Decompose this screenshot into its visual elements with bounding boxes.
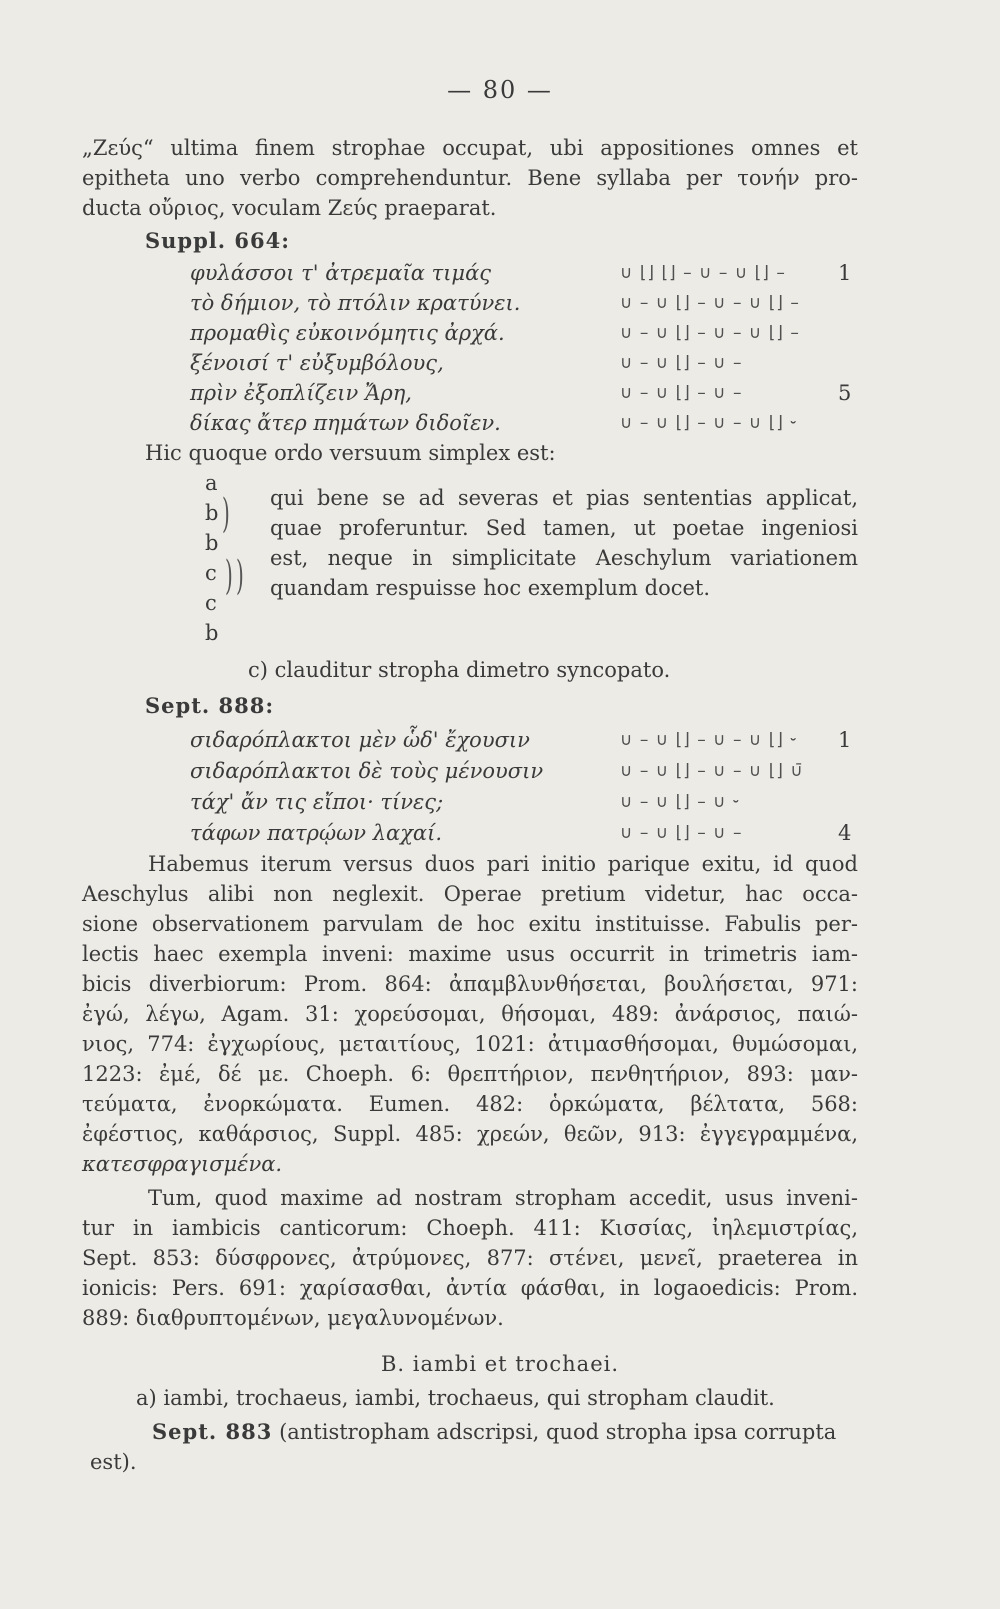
intro-line-3: ducta οὔριος, voculam Ζεύς praeparat. (82, 196, 497, 220)
meter-scheme: ∪ – ∪ ⌊⌋ – ∪ – (620, 353, 743, 373)
scheme-letter: b (205, 501, 219, 525)
meter-scheme: ∪ – ∪ ⌊⌋ – ∪ ⏑ (620, 792, 740, 812)
scheme-text-line: est, neque in simplicitate Aeschylum variationem (270, 546, 858, 570)
sept-label: Sept. 888: (145, 693, 275, 718)
verse-text: προμαθὶς εὐκοινόμητις ἀρχά. (190, 321, 505, 345)
clauditur-line: c) clauditur stropha dimetro syncopato. (248, 658, 671, 682)
scheme-text-line: qui bene se ad severas et pias sententias applicat, (270, 486, 858, 510)
bracket-c: ) (225, 553, 233, 599)
meter-scheme: ∪ – ∪ ⌊⌋ – ∪ – (620, 823, 743, 843)
body-line: ionicis: Pers. 691: χαρίσασθαι, ἀντία φάσθαι, in logaoedicis: Prom. (82, 1276, 858, 1300)
verse-text: τὸ δήμιον, τὸ πτόλιν κρατύνει. (190, 291, 521, 315)
scheme-letter: c (205, 561, 217, 585)
hic-line: Hic quoque ordo versuum simplex est: (145, 441, 556, 465)
intro-line-2: epitheta uno verbo comprehenduntur. Bene syllaba per τονήν pro- (82, 166, 858, 190)
meter-scheme: ∪ – ∪ ⌊⌋ – ∪ – ∪ ⌊⌋ – (620, 293, 800, 313)
meter-scheme: ∪ – ∪ ⌊⌋ – ∪ – ∪ ⌊⌋ ∪̄ (620, 761, 804, 781)
last-text: (antistropham adscripsi, quod stropha ipsa corrupta (279, 1420, 837, 1444)
verse-text: φυλάσσοι τ' ἀτρεμαῖα τιμάς (190, 261, 492, 285)
verse-text: σιδαρόπλακτοι δὲ τοὺς μένουσιν (190, 759, 544, 783)
body-line: Sept. 853: δύσφρονες, ἀτρύμονες, 877: στένει, μενεῖ, praeterea in (82, 1246, 858, 1270)
verse-number: 4 (838, 821, 852, 845)
scheme-letter: b (205, 621, 219, 645)
meter-scheme: ∪ – ∪ ⌊⌋ – ∪ – ∪ ⌊⌋ ⏑ (620, 730, 798, 750)
verse-text: πρὶν ἐξοπλίζειν Ἄρη, (190, 381, 412, 405)
sept-883-label: Sept. 883 (152, 1419, 273, 1444)
meter-scheme: ∪ – ∪ ⌊⌋ – ∪ – ∪ ⌊⌋ – (620, 323, 800, 343)
scheme-letter: b (205, 531, 219, 555)
body-line: sione observationem parvulam de hoc exitu instituisse. Fabulis per- (82, 912, 858, 936)
body-line: ἐφέστιος, καθάρσιος, Suppl. 485: χρεών, θεῶν, 913: ἐγγεγραμμένα, (82, 1122, 858, 1146)
meter-scheme: ∪ – ∪ ⌊⌋ – ∪ – ∪ ⌊⌋ ⏑ (620, 413, 798, 433)
scheme-text-line: quae proferuntur. Sed tamen, ut poetae ingeniosi (270, 516, 858, 540)
bracket-b: ) (222, 491, 230, 537)
body-line: 889: διαθρυπτομένων, μεγαλυνομένων. (82, 1306, 504, 1330)
meter-scheme: ∪ – ∪ ⌊⌋ – ∪ – (620, 383, 743, 403)
section-subtitle: a) iambi, trochaeus, iambi, trochaeus, qui stropham claudit. (136, 1386, 775, 1410)
body-line: νιος, 774: ἐγχωρίους, μεταιτίους, 1021: ἀτιμασθήσομαι, θυμώσομαι, (82, 1032, 858, 1056)
body-line: Habemus iterum versus duos pari initio parique exitu, id quod (148, 852, 858, 876)
body-line: bicis diverbiorum: Prom. 864: ἀπαμβλυνθήσεται, βουλήσεται, 971: (82, 972, 858, 996)
last-paragraph (152, 1417, 858, 1447)
body-line: tur in iambicis canticorum: Choeph. 411: Κισσίας, ἰηλεμιστρίας, (82, 1216, 858, 1240)
verse-number: 1 (838, 261, 852, 285)
body-line: κατεσφραγισμένα. (82, 1152, 283, 1176)
verse-number: 1 (838, 728, 852, 752)
verse-text: ξένοισί τ' εὐξυμβόλους, (190, 351, 444, 375)
body-line: Aeschylus alibi non neglexit. Operae pretium videtur, hac occa- (82, 882, 858, 906)
scheme-letter: a (205, 471, 218, 495)
verse-text: τάφων πατρῴων λαχαί. (190, 821, 443, 845)
body-line: Tum, quod maxime ad nostram stropham accedit, usus inveni- (148, 1186, 858, 1210)
meter-scheme: ∪ ⌊⌋ ⌊⌋ – ∪ – ∪ ⌊⌋ – (620, 263, 786, 283)
page-number: — 80 — (447, 76, 553, 104)
body-line: ἐγώ, λέγω, Agam. 31: χορεύσομαι, θήσομαι, 489: ἀνάρσιος, παιώ- (82, 1002, 858, 1026)
verse-text: σιδαρόπλακτοι μὲν ὧδ' ἔχουσιν (190, 728, 530, 752)
body-line: τεύματα, ἐνορκώματα. Eumen. 482: ὁρκώματα, βέλτατα, 568: (82, 1092, 858, 1116)
verse-text: τάχ' ἄν τις εἴποι· τίνες; (190, 790, 444, 814)
section-title: B. iambi et trochaei. (380, 1352, 620, 1376)
body-line: 1223: ἐμέ, δέ με. Choeph. 6: θρεπτήριον, πενθητήριον, 893: μαν- (82, 1062, 858, 1086)
suppl-label: Suppl. 664: (145, 228, 290, 253)
intro-line-1: „Ζεύς“ ultima finem strophae occupat, ubi appositiones omnes et (82, 136, 858, 160)
scheme-letter: c (205, 591, 217, 615)
verse-number: 5 (838, 381, 852, 405)
body-line: lectis haec exempla inveni: maxime usus occurrit in trimetris iam- (82, 942, 858, 966)
last-line-2: est). (90, 1450, 137, 1474)
bracket-c-outer: ) (236, 553, 244, 599)
verse-text: δίκας ἄτερ πημάτων διδοῖεν. (190, 411, 501, 435)
scheme-text-line: quandam respuisse hoc exemplum docet. (270, 576, 711, 600)
